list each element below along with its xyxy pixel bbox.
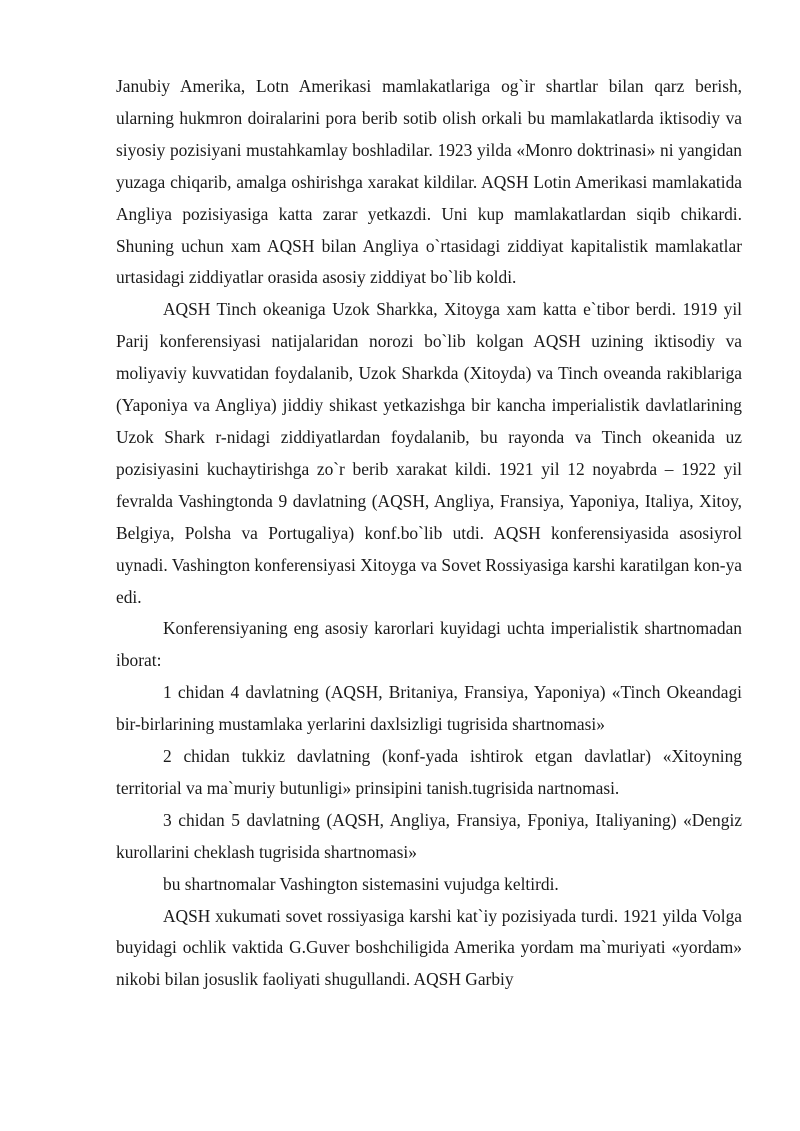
paragraph-far-east: AQSH Tinch okeaniga Uzok Sharkka, Xitoyga xam katta e`tibor berdi. 1919 yil Parij konferensiyasi natijalaridan norozi bo`lib kolgan AQSH uzining iktisodiy va moliyaviy kuvvatidan foydalanib, Uzok Sharkda (Xitoyda) va Tinch oveanda rakiblariga (Yaponiya va Angliya) jiddiy shikast yetkazishga bir kancha imperialistik davlatlarining Uzok Shark r-nidagi ziddiyatlardan foydalanib, bu rayonda va Tinch okeanida uz pozisiyasini kuchaytirishga zo`r berib xarakat kildi. 1921 yil 12 noyabrda – 1922 yil fevralda Vashingtonda 9 davlatning (AQSH, Angliya, Fransiya, Yaponiya, Italiya, Xitoy, Belgiya, Polsha va Portugaliya) konf.bo`lib utdi. AQSH konferensiyasida asosiyrol uynadi. Vashington konferensiyasi Xitoyga va Sovet Rossiyasiga karshi karatilgan kon-ya edi. bbox=[116, 299, 742, 607]
paragraph-soviet-russia: AQSH xukumati sovet rossiyasiga karshi kat`iy pozisiyada turdi. 1921 yilda Volga buyidagi ochlik vaktida G.Guver boshchiligida Amerika yordam ma`muriyati «yordam» nikobi bilan josuslik faoliyati shugullandi. AQSH Garbiy bbox=[116, 905, 742, 990]
document-body bbox=[116, 71, 742, 996]
paragraph-treaty-1: 1 chidan 4 davlatning (AQSH, Britaniya, Fransiya, Yaponiya) «Tinch Okeandagi bir-birlarining mustamlaka yerlarini daxlsizligi tugrisida shartnomasi» bbox=[116, 682, 742, 735]
paragraph-washington-system: bu shartnomalar Vashington sistemasini vujudga keltirdi. bbox=[163, 873, 559, 894]
paragraph-conference-decisions: Konferensiyaning eng asosiy karorlari kuyidagi uchta imperialistik shartnomadan iborat: bbox=[116, 618, 742, 671]
paragraph-latin-america: Janubiy Amerika, Lotn Amerikasi mamlakatlariga og`ir shartlar bilan qarz berish, ularning hukmron doiralarini pora berib sotib olish orkali bu mamlakatlarda iktisodiy va siyosiy pozisiyani mustahkamlay boshladilar. 1923 yilda «Monro doktrinasi» ni yangidan yuzaga chiqarib, amalga oshirishga xarakat kildilar. AQSH Lotin Amerikasi mamlakatida Angliya pozisiyasiga katta zarar yetkazdi. Uni kup mamlakatlardan siqib chikardi. Shuning uchun xam AQSH bilan Angliya o`rtasidagi ziddiyat kapitalistik mamlakatlar urtasidagi ziddiyatlar orasida asosiy ziddiyat bo`lib koldi. bbox=[116, 76, 742, 288]
paragraph-treaty-3: 3 chidan 5 davlatning (AQSH, Angliya, Fransiya, Fponiya, Italiyaning) «Dengiz kurollarini cheklash tugrisida shartnomasi» bbox=[116, 809, 742, 862]
paragraph-treaty-2: 2 chidan tukkiz davlatning (konf-yada ishtirok etgan davlatlar) «Xitoyning territorial va ma`muriy butunligi» prinsipini tanish.tugrisida nartnomasi. bbox=[116, 746, 742, 798]
